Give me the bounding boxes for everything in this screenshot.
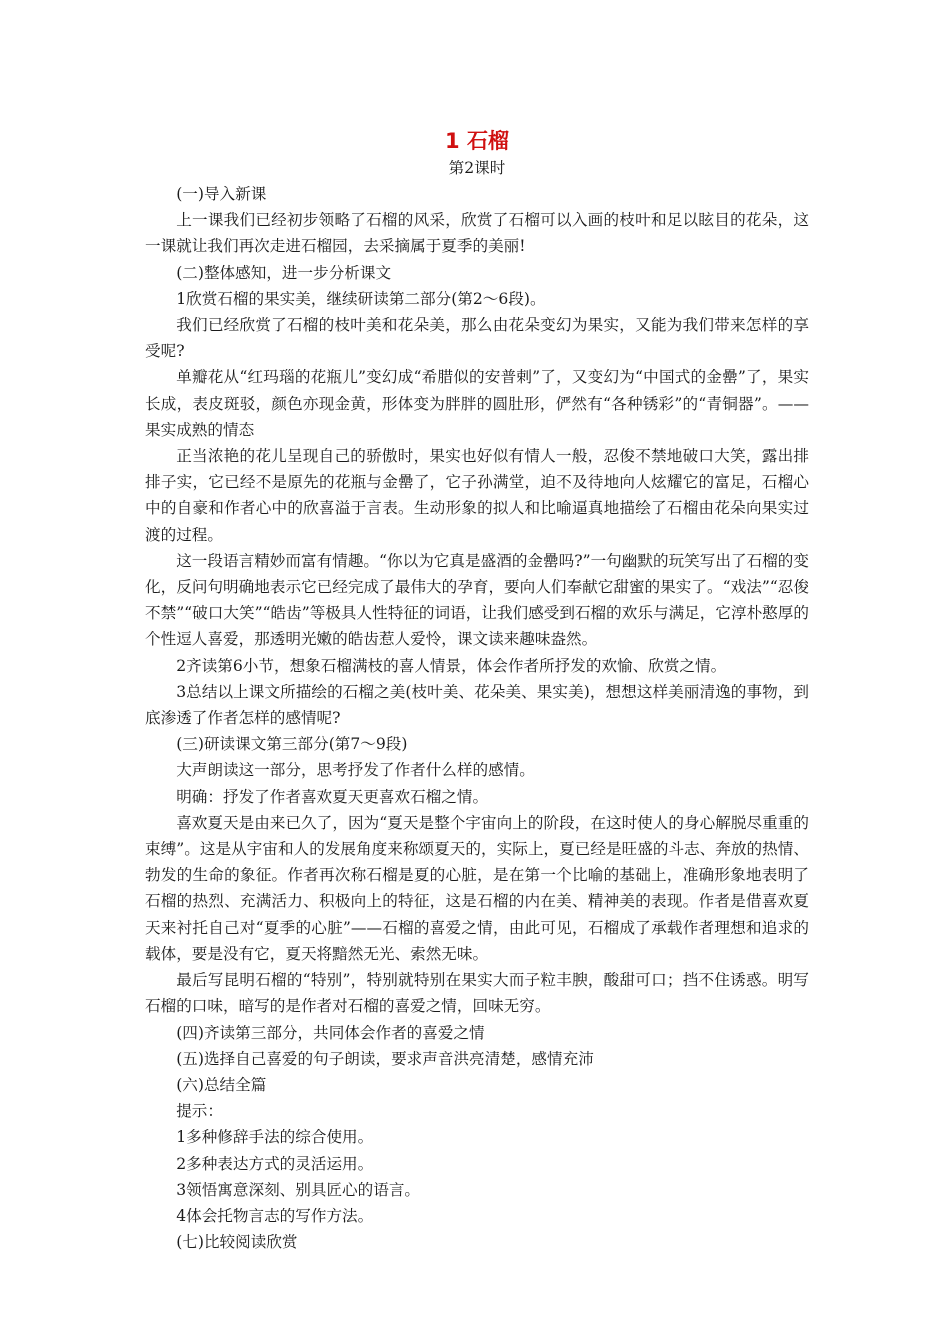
body-paragraph: 提示：	[176, 1102, 223, 1121]
body-paragraph: 我们已经欣赏了石榴的枝叶美和花朵美，那么由花朵变幻为果实，又能为我们带来怎样的享受呢?	[145, 316, 809, 361]
body-paragraph: 3领悟寓意深刻、别具匠心的语言。	[176, 1180, 421, 1199]
body-paragraph: 大声朗读这一部分，思考抒发了作者什么样的感情。	[176, 761, 535, 780]
body-paragraph: (三)研读课文第三部分(第7～9段)	[176, 735, 408, 754]
body-paragraph: (六)总结全篇	[176, 1075, 267, 1094]
body-paragraph: (一)导入新课	[176, 185, 267, 203]
body-paragraph: 4体会托物言志的写作方法。	[176, 1206, 374, 1225]
body-paragraph: 1多种修辞手法的综合使用。	[176, 1128, 374, 1147]
body-paragraph: 这一段语言精妙而富有情趣。“你以为它真是盛酒的金罍吗?”一句幽默的玩笑写出了石榴的变化，反问句明确地表示它已经完成了最伟大的孕育，要向人们奉献它甜蜜的果实了。“戏法”“忍俊不禁”“破口大笑”“皓齿”等极具人性特征的词语，让我们感受到石榴的欢乐与满足，它淳朴憨厚的个性逗人喜爱，那透明光嫩的皓齿惹人爱怜，课文读来趣味盎然。	[145, 551, 809, 649]
document-title: 1 石榴	[445, 129, 509, 153]
body-paragraph: 3总结以上课文所描绘的石榴之美(枝叶美、花朵美、果实美)，想想这样美丽清逸的事物，到底渗透了作者怎样的感情呢?	[145, 682, 809, 728]
body-paragraph: (四)齐读第三部分，共同体会作者的喜爱之情	[176, 1023, 485, 1042]
document-page	[145, 127, 809, 1255]
body-paragraph: (七)比较阅读欣赏	[176, 1233, 298, 1252]
body-paragraph: 1欣赏石榴的果实美，继续研读第二部分(第2～6段)。	[176, 289, 546, 308]
body-paragraph: 上一课我们已经初步领略了石榴的风采，欣赏了石榴可以入画的枝叶和足以眩目的花朵，这一课就让我们再次走进石榴园，去采摘属于夏季的美丽!	[145, 211, 809, 256]
body-paragraph: 2齐读第6小节，想象石榴满枝的喜人情景，体会作者所抒发的欢愉、欣赏之情。	[176, 656, 727, 675]
body-paragraph: 正当浓艳的花儿呈现自己的骄傲时，果实也好似有情人一般，忍俊不禁地破口大笑，露出排排子实，它已经不是原先的花瓶与金罍了，它子孙满堂，迫不及待地向人炫耀它的富足，石榴心中的自豪和作者心中的欣喜溢于言表。生动形象的拟人和比喻逼真地描绘了石榴由花朵向果实过渡的过程。	[145, 447, 809, 544]
body-paragraph: 单瓣花从“红玛瑙的花瓶儿”变幻成“希腊似的安普剌”了，又变幻为“中国式的金罍”了，果实长成，表皮斑驳，颜色亦现金黄，形体变为胖胖的圆肚形，俨然有“各种锈彩”的“青铜器”。——果实成熟的情态	[145, 368, 809, 439]
body-paragraph: 2多种表达方式的灵活运用。	[176, 1154, 374, 1173]
body-paragraph: 明确：抒发了作者喜欢夏天更喜欢石榴之情。	[176, 787, 489, 806]
document-body	[145, 181, 809, 1255]
body-paragraph: 最后写昆明石榴的“特别”，特别就特别在果实大而子粒丰腴，酸甜可口；挡不住诱惑。明写石榴的口味，暗写的是作者对石榴的喜爱之情，回味无穷。	[145, 971, 809, 1016]
body-paragraph: (二)整体感知，进一步分析课文	[176, 263, 392, 282]
body-paragraph: 喜欢夏天是由来已久了，因为“夏天是整个宇宙向上的阶段，在这时使人的身心解脱尽重重的束缚”。这是从宇宙和人的发展角度来称颂夏天的，实际上，夏已经是旺盛的斗志、奔放的热情、勃发的生命的象征。作者再次称石榴是夏的心脏，是在第一个比喻的基础上，准确形象地表明了石榴的热烈、充满活力、积极向上的特征，这是石榴的内在美、精神美的表现。作者是借喜欢夏天来衬托自己对“夏季的心脏”——石榴的喜爱之情，由此可见，石榴成了承载作者理想和追求的载体，要是没有它，夏天将黯然无光、索然无味。	[145, 813, 809, 963]
body-paragraph: (五)选择自己喜爱的句子朗读，要求声音洪亮清楚，感情充沛	[176, 1049, 594, 1068]
document-subtitle: 第2课时	[448, 159, 506, 177]
